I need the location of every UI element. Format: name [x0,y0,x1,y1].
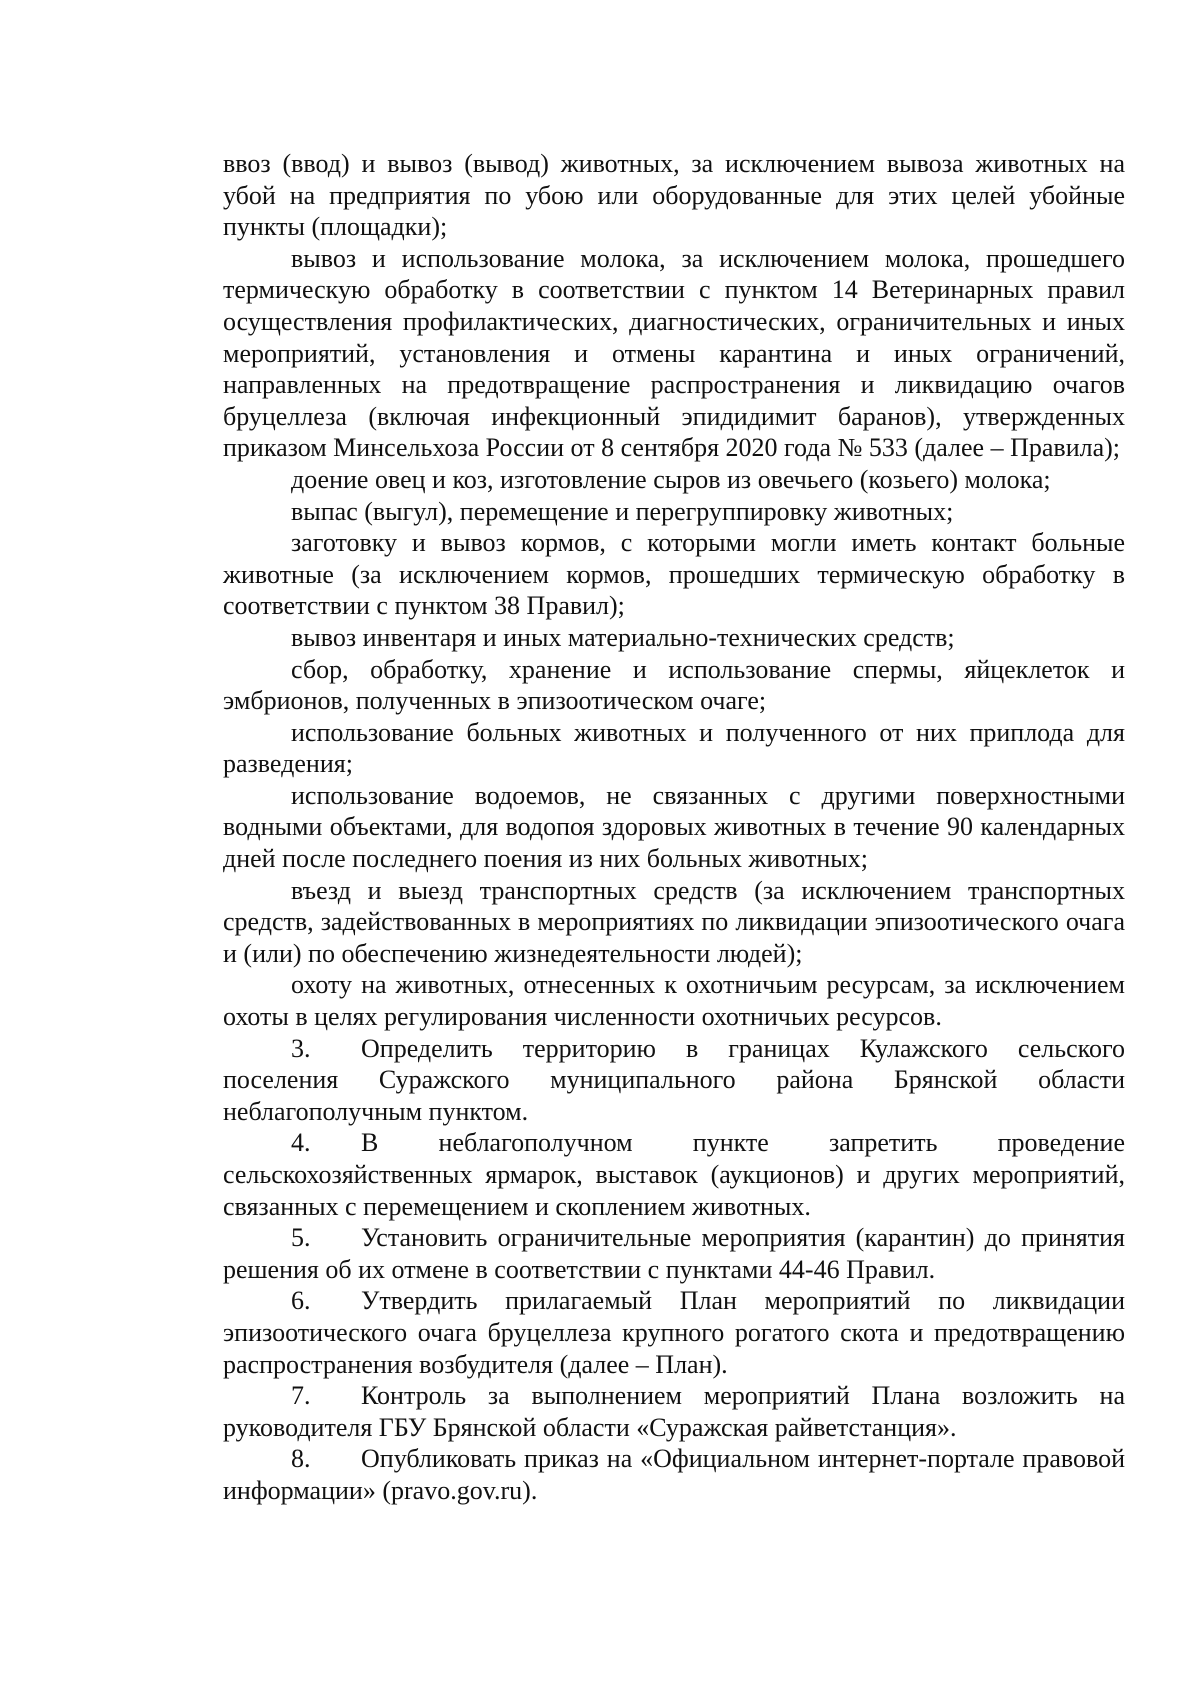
paragraph-feed: заготовку и вывоз кормов, с которыми могли иметь контакт больные животные (за исключением кормов, прошедших термическую обработку в соответствии с пунктом 38 Правил); [223,528,1125,621]
paragraph-number: 5. [291,1223,311,1253]
paragraph-import-export: ввоз (ввод) и вывоз (вывод) животных, за исключением вывоза животных на убой на предприятия по убою или оборудованные для этих целей убойные пункты (площадки); [223,149,1125,242]
paragraph-text: Установить ограничительные мероприятия (карантин) до принятия решения об их отмене в соответствии с пунктами 44-46 Правил. [223,1223,1125,1284]
paragraph-number: 4. [291,1128,311,1158]
paragraph-text: Определить территорию в границах Кулажского сельского поселения Суражского муниципального района Брянской области неблагополучным пунктом. [223,1033,1125,1126]
numbered-paragraph-5 [223,1222,1125,1285]
paragraph-number: 3. [291,1033,311,1063]
paragraph-number: 6. [291,1286,311,1316]
paragraph-milk: вывоз и использование молока, за исключением молока, прошедшего термическую обработку в соответствии с пунктом 14 Ветеринарных правил осуществления профилактических, диагностических, ограничительных и иных мероприятий, установления и отмены карантина и иных ограничений, направленных на предотвращение распространения и ликвидацию очагов бруцеллеза (включая инфекционный эпидидимит баранов), утвержденных приказом Минсельхоза России от 8 сентября 2020 года № 533 (далее – Правила); [223,243,1125,463]
paragraph-grazing: выпас (выгул), перемещение и перегруппировку животных; [291,496,954,526]
numbered-paragraph-6 [223,1285,1125,1380]
paragraph-transport: въезд и выезд транспортных средств (за исключением транспортных средств, задействованных в мероприятиях по ликвидации эпизоотического очага и (или) по обеспечению жизнедеятельности людей); [223,875,1125,968]
paragraph-text: Утвердить прилагаемый План мероприятий по ликвидации эпизоотического очага бруцеллеза крупного рогатого скота и предотвращению распространения возбудителя (далее – План). [223,1286,1125,1379]
paragraph-text: Контроль за выполнением мероприятий Плана возложить на руководителя ГБУ Брянской области «Суражская райветстанция». [223,1381,1125,1442]
paragraph-text: Опубликовать приказ на «Официальном интернет-портале правовой информации» (pravo.gov.ru). [223,1444,1125,1505]
paragraph-inventory: вывоз инвентаря и иных материально-технических средств; [291,622,955,652]
paragraph-number: 7. [291,1381,311,1411]
paragraph-sperm: сбор, обработку, хранение и использование спермы, яйцеклеток и эмбрионов, полученных в эпизоотическом очаге; [223,654,1125,716]
numbered-paragraph-8 [223,1443,1125,1506]
numbered-paragraph-3 [223,1033,1125,1128]
paragraph-number: 8. [291,1444,311,1474]
paragraph-breeding: использование больных животных и полученного от них приплода для разведения; [223,717,1125,779]
paragraph-milking: доение овец и коз, изготовление сыров из овечьего (козьего) молока; [291,464,1051,494]
document-body [223,148,1125,1507]
numbered-paragraph-7 [223,1380,1125,1443]
numbered-paragraph-4 [223,1127,1125,1222]
paragraph-hunting: охоту на животных, отнесенных к охотничьим ресурсам, за исключением охоты в целях регулирования численности охотничьих ресурсов. [223,970,1125,1032]
paragraph-water: использование водоемов, не связанных с другими поверхностными водными объектами, для водопоя здоровых животных в течение 90 календарных дней после последнего поения из них больных животных; [223,780,1125,874]
paragraph-text: В неблагополучном пункте запретить проведение сельскохозяйственных ярмарок, выставок (аукционов) и других мероприятий, связанных с перемещением и скоплением животных. [223,1128,1125,1221]
